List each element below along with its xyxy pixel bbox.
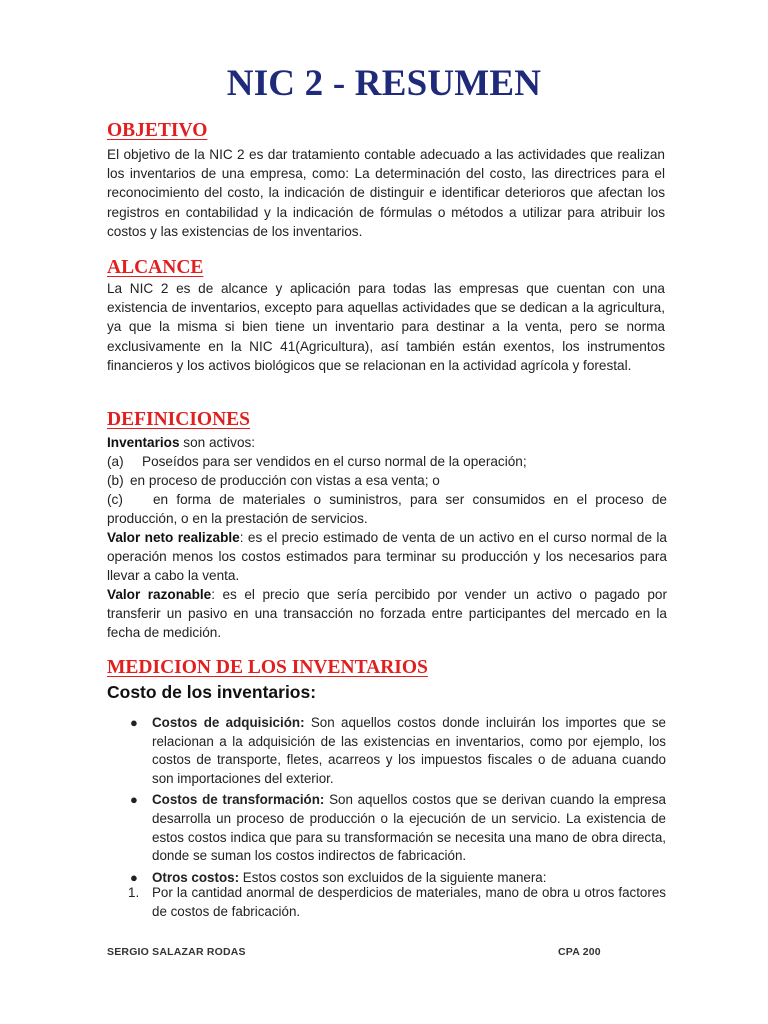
- objetivo-paragraph: El objetivo de la NIC 2 es dar tratamiento contable adecuado a las actividades que realizan los inventarios de una empresa, como: La determinación del costo, las directrices para el reconocimiento del costo, la indicación de distinguir e identificar deterioros que afectan los registros en contabilidad y la indicación de fórmulas o métodos a utilizar para atribuir los costos y las existencias de los inventarios.: [107, 147, 665, 239]
- item-text: Por la cantidad anormal de desperdicios de materiales, mano de obra u otros factores de costos de fabricación.: [152, 885, 666, 919]
- costo-inventarios-subheading: Costo de los inventarios:: [107, 682, 317, 702]
- objetivo-heading: OBJETIVO: [107, 120, 208, 141]
- bullet-icon: ●: [130, 715, 138, 730]
- definition-item-c: [107, 490, 667, 528]
- vnr-text: : es el precio estimado de venta de un activo en el curso normal de la operación menos los costos estimados para terminar su producción y los necesarios para llevar a cabo la venta.: [107, 530, 667, 583]
- bullet-term: Costos de transformación:: [152, 792, 325, 808]
- bullet-text: Son aquellos costos donde incluirán los importes que se relacionan a la adquisición de las existencias en inventarios, como por ejemplo, los costos de transporte, fletes, acarreos y los impuestos fiscales o de aduana cuando son importaciones del exterior.: [152, 715, 667, 786]
- definition-inventarios-text: son activos:: [179, 435, 256, 450]
- definiciones-block: [107, 433, 667, 642]
- definiciones-heading: DEFINICIONES: [107, 409, 251, 430]
- alcance-paragraph: La NIC 2 es de alcance y aplicación para todas las empresas que cuentan con una existencia de inventarios, excepto para aquellas actividades que se dedican a la agricultura, ya que la misma si bien tiene un inventario para destinar a la venta, pero se norma exclusivamente en la NIC 41(Agricultura), así también están exentos, los instrumentos financieros y los activos biológicos que se relacionan en la actividad agrícola y forestal.: [107, 281, 665, 373]
- item-c-label: (c): [107, 492, 123, 507]
- term-inventarios: Inventarios: [107, 435, 180, 450]
- vr-text: : es el precio que sería percibido por vender un activo o pagado por transferir un pasivo en una transacción no forzada entre participantes del mercado en la fecha de medición.: [107, 587, 667, 640]
- bullet-term: Otros costos:: [152, 869, 240, 885]
- item-c-text: en forma de materiales o suministros, para ser consumidos en el proceso de producción, o en la prestación de servicios.: [107, 492, 667, 526]
- item-a-text: Poseídos para ser vendidos en el curso normal de la operación;: [142, 454, 527, 469]
- alcance-heading: ALCANCE: [107, 257, 204, 278]
- numbered-item: [128, 884, 666, 921]
- bullet-icon: ●: [130, 792, 138, 808]
- bullet-icon: ●: [130, 869, 138, 885]
- numbered-list: [128, 884, 666, 921]
- item-b-text: en proceso de producción con vistas a esa venta; o: [130, 473, 440, 488]
- costos-bullet-list: [128, 714, 666, 890]
- definition-valor-neto-realizable: [107, 528, 667, 585]
- item-number: 1.: [128, 885, 140, 900]
- medicion-heading: MEDICION DE LOS INVENTARIOS: [107, 657, 428, 678]
- definition-item-b: [107, 471, 667, 490]
- item-b-label: (b): [107, 473, 124, 488]
- item-a-label: (a): [107, 454, 124, 469]
- page-title: NIC 2 - RESUMEN: [226, 63, 542, 104]
- definition-valor-razonable: [107, 585, 667, 642]
- bullet-text: Estos costos son excluidos de la siguiente manera:: [239, 869, 547, 885]
- bullet-term: Costos de adquisición:: [152, 715, 305, 730]
- list-item: [128, 714, 666, 788]
- list-item: [128, 791, 666, 865]
- footer-code: CPA 200: [558, 946, 601, 958]
- term-valor-neto-realizable: Valor neto realizable: [107, 530, 240, 545]
- footer-author: SERGIO SALAZAR RODAS: [107, 946, 246, 958]
- bullet-text: Son aquellos costos que se derivan cuando la empresa desarrolla un proceso de producción o la ejecución de un servicio. La existencia de estos costos indica que para su transformación se necesita una mano de obra directa, donde se suman los costos indirectos de fabricación.: [152, 792, 666, 864]
- definition-inventarios: [107, 433, 667, 452]
- term-valor-razonable: Valor razonable: [107, 587, 212, 602]
- definition-item-a: [107, 452, 667, 471]
